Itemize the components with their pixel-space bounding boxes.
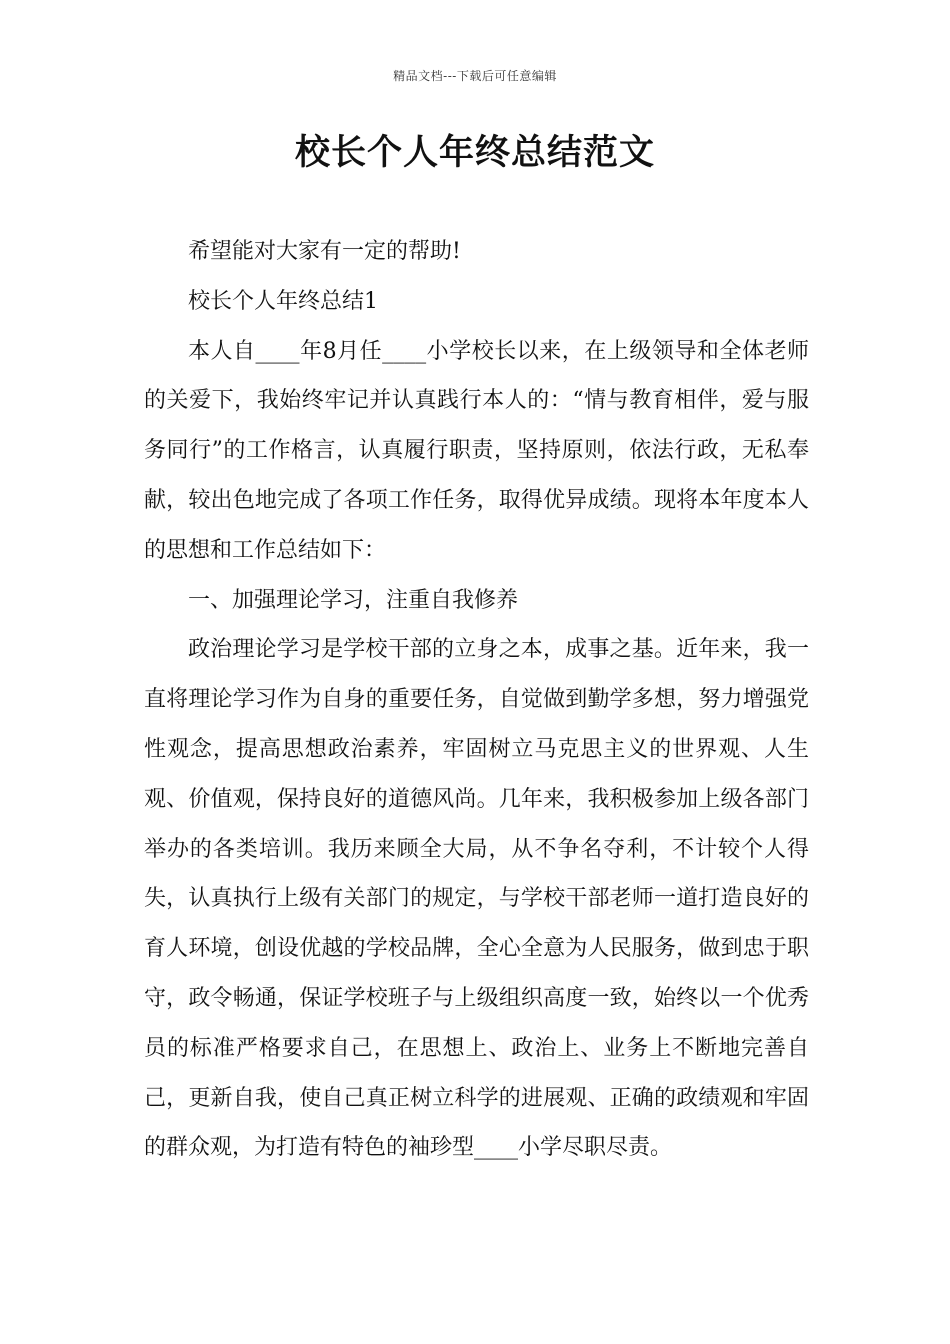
- body-paragraph: 政治理论学习是学校干部的立身之本，成事之基。近年来，我一直将理论学习作为自身的重要任务，自觉做到勤学多想，努力增强党性观念，提高思想政治素养，牢固树立马克思主义的世界观、人生观、价值观，保持良好的道德风尚。几年来，我积极参加上级各部门举办的各类培训。我历来顾全大局，从不争名夺利，不计较个人得失，认真执行上级有关部门的规定，与学校干部老师一道打造良好的育人环境，创设优越的学校品牌，全心全意为人民服务，做到忠于职守，政令畅通，保证学校班子与上级组织高度一致，始终以一个优秀员的标准严格要求自己，在思想上、政治上、业务上不断地完善自己，更新自我，使自己真正树立科学的进展观、正确的政绩观和牢固的群众观，为打造有特色的袖珍型____小学尽职尽责。: [144, 637, 809, 1161]
- intro-paragraph: 希望能对大家有一定的帮助!: [188, 239, 461, 264]
- subsection-heading: 一、加强理论学习，注重自我修养: [188, 587, 519, 613]
- document-body: [144, 227, 809, 1173]
- header-note: 精品文档---下载后可任意编辑: [393, 69, 557, 83]
- document-title: 校长个人年终总结范文: [294, 132, 655, 173]
- section-heading: 校长个人年终总结1: [188, 288, 378, 314]
- body-paragraph: 本人自____年8月任____小学校长以来，在上级领导和全体老师的关爱下，我始终牢记并认真践行本人的：“情与教育相伴，爱与服务同行”的工作格言，认真履行职责，坚持原则，依法行政，无私奉献，较出色地完成了各项工作任务，取得优异成绩。现将本年度本人的思想和工作总结如下：: [144, 338, 809, 563]
